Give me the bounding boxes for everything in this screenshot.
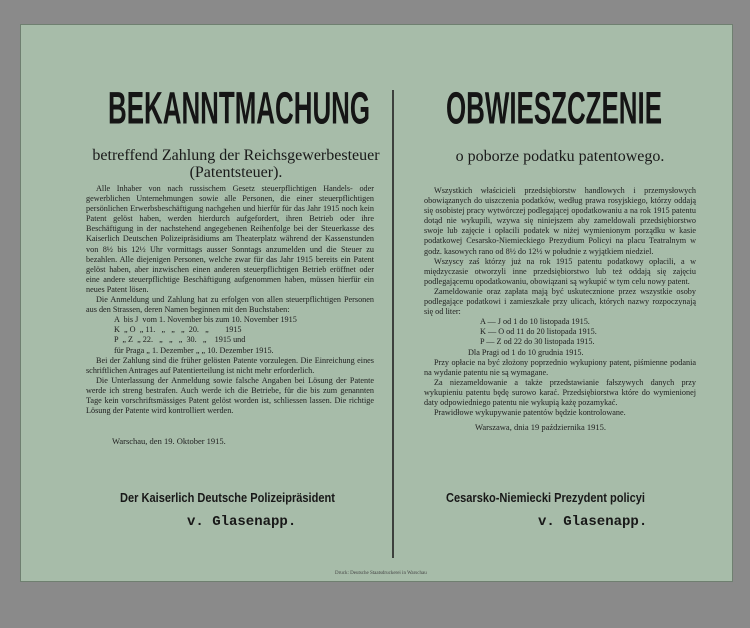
poster-sheet <box>20 24 733 582</box>
german-paragraph: Bei der Zahlung sind die früher gelösten Patente vorzulegen. Die Einreichung eines schriftlichen Antrages auf Patentierteilung ist nicht mehr erforderlich. <box>86 355 374 375</box>
polish-date: Warszawa, dnia 19 października 1915. <box>475 422 607 432</box>
german-schedule-row: P „ Z „ 22. „ „ „ 30. „ 1915 und <box>114 335 246 345</box>
german-paragraph: Die Anmeldung und Zahlung hat zu erfolgen von allen steuerpflichtigen Personen aus den Strassen, deren Namen beginnen mit den Buchstaben: <box>86 295 374 315</box>
polish-title: OBWIESZCZENIE <box>446 82 663 134</box>
polish-schedule-row: A — J od 1 do 10 listopada 1915. <box>480 317 590 327</box>
german-body <box>86 184 374 416</box>
polish-signature-name: v. Glasenapp. <box>538 514 648 530</box>
polish-paragraph: Wszyscy zaś którzy już na rok 1915 patentu podatkowy opłacili, a w międzyczasie otworzyli inne przedsiębiorstwo lub też oddają się zajęciu podlegającemu opodatkowaniu, obowiązani są wykupić w tym celu nowy patent. <box>424 256 696 286</box>
polish-subtitle: o poborze podatku patentowego. <box>455 148 665 165</box>
german-subtitle-line2: (Patentsteuer). <box>189 164 283 181</box>
polish-schedule-row: K — O od 11 do 20 listopada 1915. <box>480 327 597 337</box>
polish-paragraph: Zameldowanie oraz zapłata mają być uskutecznione przez wszystkie osoby podlegające podatkowi i zamieszkałe przy ulicach, których nazwy rozpoczynają się od liter: <box>424 286 696 317</box>
polish-paragraph: Przy opłacie na być złożony poprzednio wykupiony patent, piśmienne podania na wydanie patentu nie są wymagane. <box>424 357 696 377</box>
polish-paragraph: Za niezameldowanie a także przedstawianie fałszywych danych przy wykupieniu patentu będę surowo karać. Przedsiębiorstwa które do wymienionej daty odpowiedniego patentu nie wykupią każę pozamykać. <box>424 377 696 407</box>
polish-schedule-row: P — Z od 22 do 30 listopada 1915. <box>480 337 595 347</box>
german-schedule-row: K „ O „ 11. „ „ „ 20. „ 1915 <box>114 325 242 335</box>
german-signature-name: v. Glasenapp. <box>187 514 297 530</box>
polish-paragraph: Wszystkich właścicieli przedsiębiorstw handlowych i przemysłowych obowiązanych do uiszczenia podatków, według prawa rosyjskiego, którzy oddają się osobistej pracy wytwórczej podlegającej opodatkowaniu a na rok 1915 patentu dotąd nie wykupili, wzywa się niniejszem aby zameldowali przedsiębiorstwo swoje lub zajęcie i opłacili podatek w niżej wymienionym porządku w kasie podatkowej Cesarsko-Niemieckiego Prezydium Policyi na placu Teatralnym w godz. kasowych rano od 8½ do 12½ w południe z wyjątkiem niedziel. <box>424 186 696 256</box>
german-schedule-row: für Praga „ 1. Dezember „ „ 10. Dezember 1915. <box>114 345 274 355</box>
printer-imprint: Druck: Deutsche Staatsdruckerei in Warschau <box>335 571 427 576</box>
german-schedule-row: A bis J vom 1. November bis zum 10. November 1915 <box>114 315 297 325</box>
german-paragraph: Die Unterlassung der Anmeldung sowie falsche Angaben bei Lösung der Patente werde ich streng bestrafen. Auch werde ich die Betriebe, für die bis zum genannten Tage kein vorschriftsmässiges Patent gelöst worden ist, schliessen lassen. Die richtige Lösung der Patente wird kontrolliert werden. <box>86 375 374 416</box>
german-subtitle-line1: betreffend Zahlung der Reichsgewerbesteuer <box>92 147 380 164</box>
column-divider <box>392 90 394 558</box>
polish-body <box>424 186 696 418</box>
polish-signature-title: Cesarsko-Niemiecki Prezydent policyi <box>446 490 645 505</box>
polish-paragraph: Prawidłowe wykupywanie patentów będzie kontrolowane. <box>434 408 626 418</box>
german-paragraph: Alle Inhaber von nach russischem Gesetz steuerpflichtigen Handels- oder gewerblichen Unternehmungen sowie alle Personen, die einer steuerpflichtigen persönlichen Erwerbsbeschäftigung nachgehen und hierfür für das Jahr 1915 noch kein Patent gelöst haben, werden hierdurch aufgefordert, ihren Betrieb oder ihre Beschäftigung in der nachstehend angegebenen Reihenfolge bei der Steuerkasse des Kaiserlich Deutschen Polizeipräsidiums am Theaterplatz während der Kassenstunden von 8½ bis 12½ Uhr vormittags ausser Sonntags anzumelden und die Steuer zu bezahlen. Alle diejenigen Personen, welche zwar für das Jahr 1915 bereits ein Patent gelöst haben, aber inzwischen einen anderen steuerpflichtigen Betrieb eröffnet oder eine andere steuerpflichtige Beschäftigung aufgenommen haben, müssen hierfür ein neues Patent lösen. <box>86 184 374 294</box>
german-title: BEKANNTMACHUNG <box>108 82 371 134</box>
german-date: Warschau, den 19. Oktober 1915. <box>112 436 226 446</box>
polish-schedule-row: Dla Pragi od 1 do 10 grudnia 1915. <box>468 347 584 357</box>
german-signature-title: Der Kaiserlich Deutsche Polizeipräsident <box>120 490 335 505</box>
